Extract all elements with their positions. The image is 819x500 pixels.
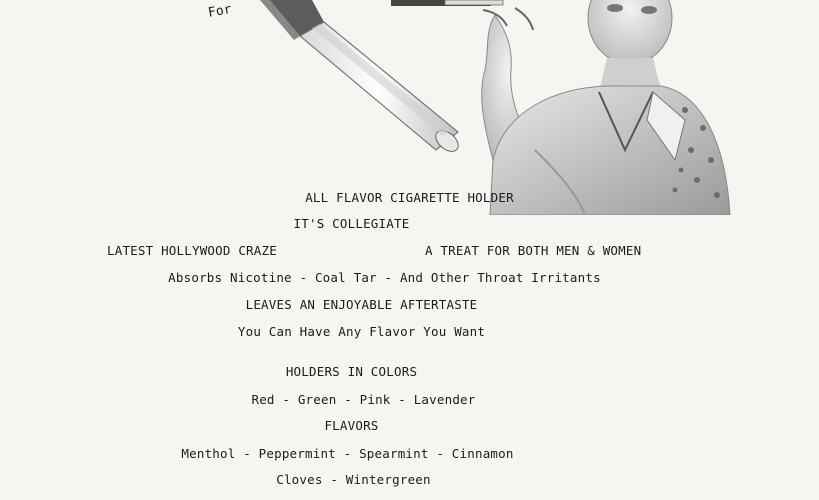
left-tagline: LATEST HOLLYWOOD CRAZE — [107, 243, 277, 258]
subhead: IT'S COLLEGIATE — [293, 216, 410, 231]
for-fragment: For — [207, 1, 233, 21]
colors-list: Red - Green - Pink - Lavender — [251, 392, 476, 407]
aftertaste-line: LEAVES AN ENJOYABLE AFTERTASTE — [245, 297, 478, 312]
benefit-line: Absorbs Nicotine - Coal Tar - And Other Throat Irritants — [168, 270, 601, 285]
colors-heading: HOLDERS IN COLORS — [285, 364, 418, 379]
flavors-list-2: Cloves - Wintergreen — [276, 472, 431, 487]
flavors-list-1: Menthol - Peppermint - Spearmint - Cinnamon — [181, 446, 514, 461]
woman-photo-illustration — [385, 0, 740, 215]
headline: ALL FLAVOR CIGARETTE HOLDER — [305, 190, 514, 205]
right-tagline: A TREAT FOR BOTH MEN & WOMEN — [425, 243, 642, 258]
flavors-heading: FLAVORS — [324, 418, 379, 433]
flavor-line: You Can Have Any Flavor You Want — [237, 324, 486, 339]
